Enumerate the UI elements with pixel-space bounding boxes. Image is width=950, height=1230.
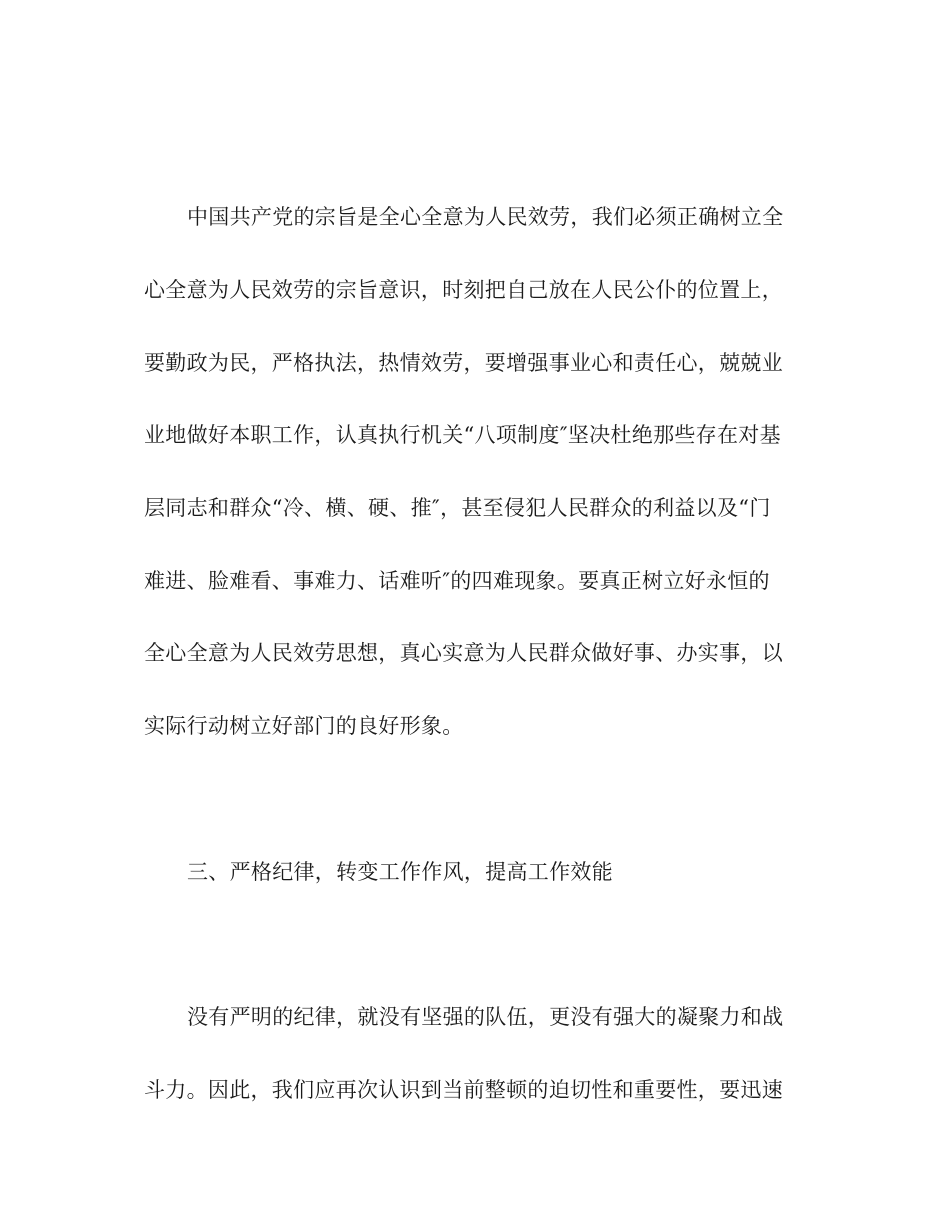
paragraph-1-line-8: 实际行动树立好部门的良好形象。 — [144, 714, 464, 738]
section-heading: 三、严格纪律，转变工作作风，提高工作效能 — [187, 860, 613, 884]
paragraph-2-line-1: 没有严明的纪律，就没有坚强的队伍，更没有强大的凝聚力和战 — [187, 1005, 784, 1029]
paragraph-2-line-2: 斗力。因此，我们应再次认识到当前整顿的迫切性和重要性，要迅速 — [144, 1078, 783, 1102]
paragraph-1-line-5: 层同志和群众“冷、横、硬、推″，甚至侵犯人民群众的利益以及“门 — [144, 496, 771, 520]
paragraph-1-line-7: 全心全意为人民效劳思想，真心实意为人民群众做好事、办实事，以 — [144, 641, 783, 665]
paragraph-1-line-6: 难进、脸难看、事难力、话难听″的四难现象。要真正树立好永恒的 — [144, 569, 770, 593]
paragraph-1-line-4: 业地做好本职工作，认真执行机关“八项制度″坚决杜绝那些存在对基 — [144, 423, 781, 447]
paragraph-1-line-3: 要勤政为民，严格执法，热情效劳，要增强事业心和责任心，兢兢业 — [144, 351, 783, 375]
paragraph-1-line-2: 心全意为人民效劳的宗旨意识，时刻把自己放在人民公仆的位置上， — [144, 278, 783, 302]
paragraph-1-line-1: 中国共产党的宗旨是全心全意为人民效劳，我们必须正确树立全 — [187, 205, 784, 229]
